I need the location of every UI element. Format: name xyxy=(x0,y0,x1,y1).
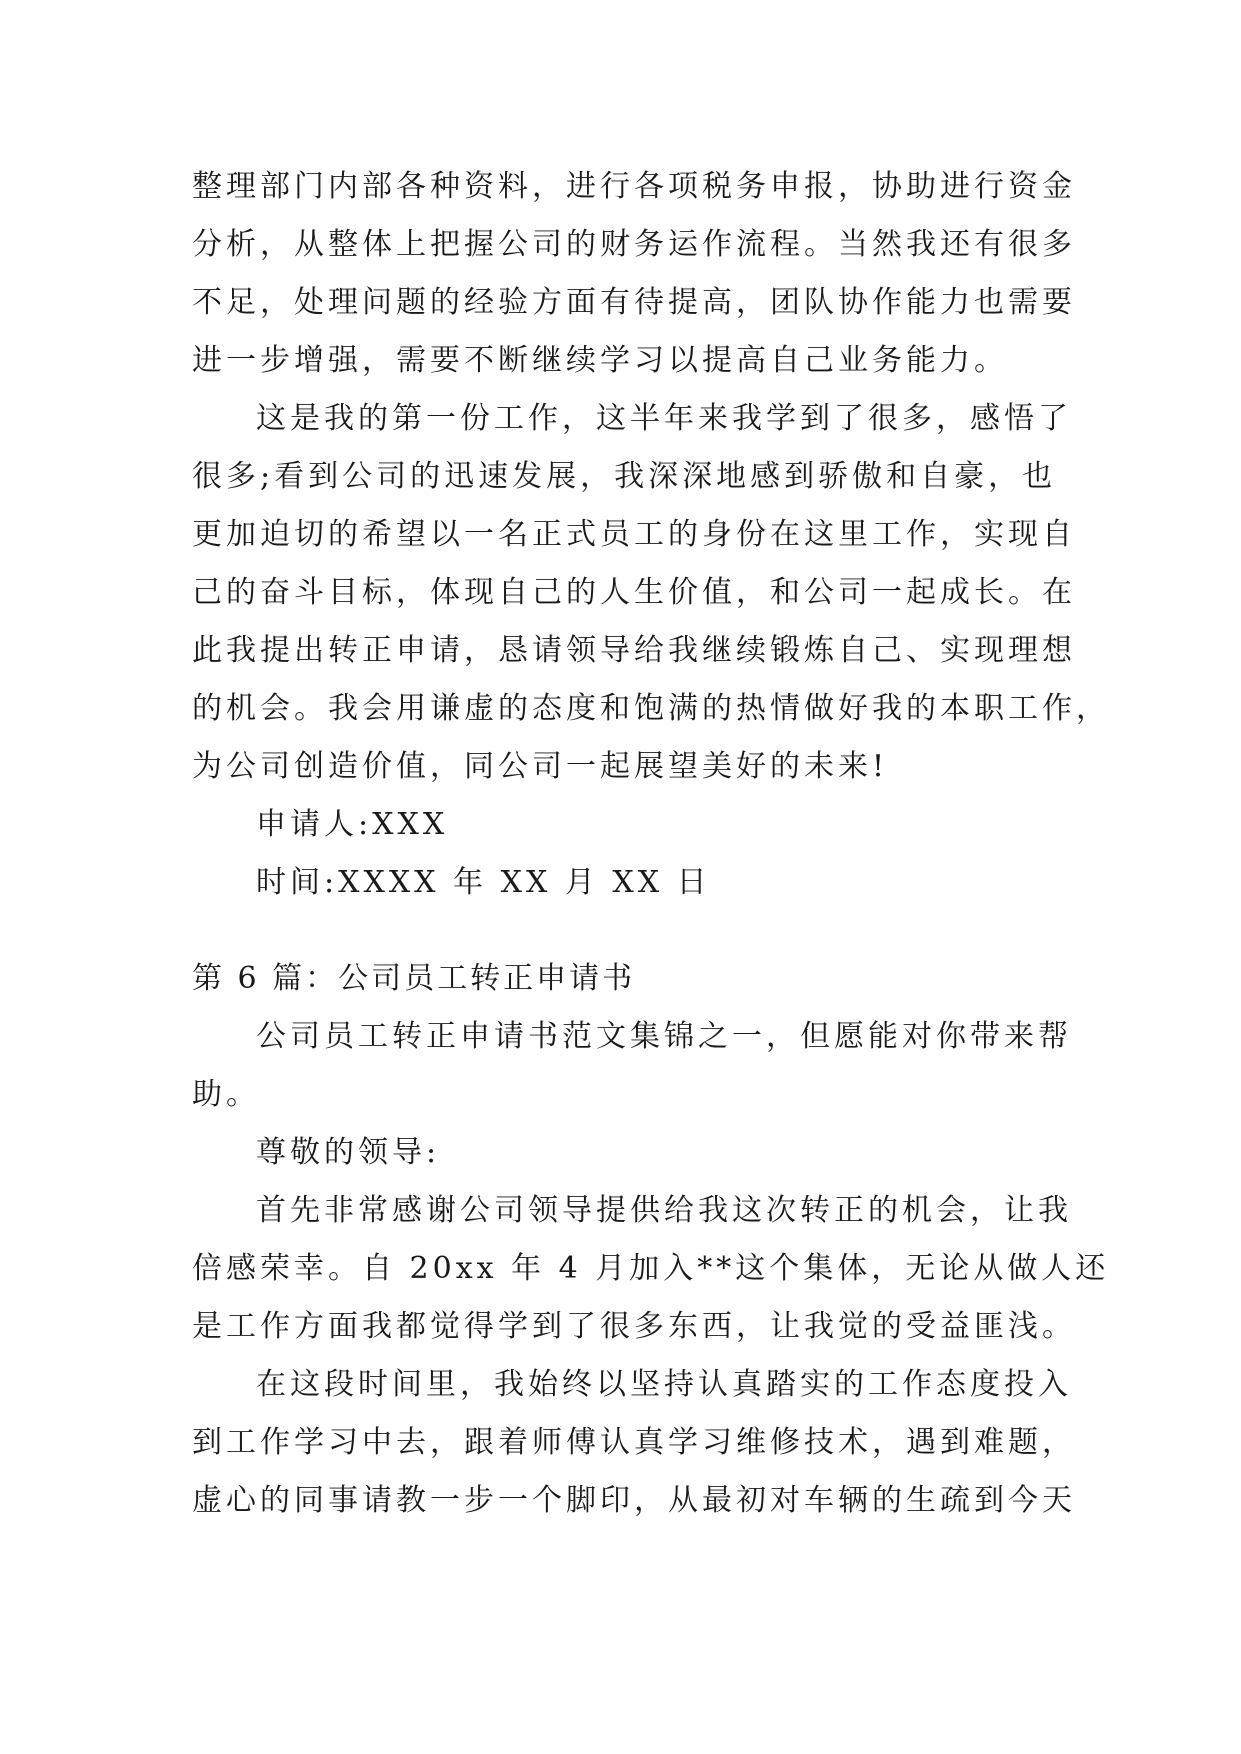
applicant-line: 申请人:XXX xyxy=(256,807,449,842)
text-line: 倍感荣幸。自 20xx 年 4 月加入**这个集体，无论从做人还 xyxy=(192,1251,1110,1286)
text-line: 为公司创造价值，同公司一起展望美好的未来! xyxy=(192,749,889,784)
section-gap xyxy=(192,912,1052,950)
salutation: 尊敬的领导: xyxy=(256,1135,441,1170)
text-line: 公司员工转正申请书范文集锦之一，但愿能对你带来帮 xyxy=(256,1019,1072,1054)
text-line: 进一步增强，需要不断继续学习以提高自己业务能力。 xyxy=(192,343,1008,378)
text-line: 到工作学习中去，跟着师傅认真学习维修技术，遇到难题， xyxy=(192,1425,1076,1460)
section-title: 第 6 篇：公司员工转正申请书 xyxy=(192,961,636,996)
text-line: 不足，处理问题的经验方面有待提高，团队协作能力也需要 xyxy=(192,285,1076,320)
date-line: 时间:XXXX 年 XX 月 XX 日 xyxy=(256,865,711,900)
paragraph-4 xyxy=(192,1356,1076,1530)
text-line: 在这段时间里，我始终以坚持认真踏实的工作态度投入 xyxy=(256,1367,1072,1402)
text-line: 是工作方面我都觉得学到了很多东西，让我觉的受益匪浅。 xyxy=(192,1309,1076,1344)
text-line: 首先非常感谢公司领导提供给我这次转正的机会，让我 xyxy=(256,1193,1072,1228)
text-line: 更加迫切的希望以一名正式员工的身份在这里工作，实现自 xyxy=(192,517,1076,552)
text-line: 很多;看到公司的迅速发展，我深深地感到骄傲和自豪，也 xyxy=(192,459,1057,494)
text-line: 虚心的同事请教一步一个脚印，从最初对车辆的生疏到今天 xyxy=(192,1483,1076,1518)
document-body xyxy=(192,158,1110,1530)
text-line: 这是我的第一份工作，这半年来我学到了很多，感悟了 xyxy=(256,401,1072,436)
text-line: 的机会。我会用谦虚的态度和饱满的热情做好我的本职工作， xyxy=(192,691,1110,726)
text-line: 整理部门内部各种资料，进行各项税务申报，协助进行资金 xyxy=(192,169,1076,204)
text-line: 助。 xyxy=(192,1077,260,1112)
paragraph-1 xyxy=(192,158,1076,390)
intro-paragraph xyxy=(192,1008,1072,1124)
text-line: 分析，从整体上把握公司的财务运作流程。当然我还有很多 xyxy=(192,227,1076,262)
paragraph-2 xyxy=(192,390,1110,796)
text-line: 此我提出转正申请，恳请领导给我继续锻炼自己、实现理想 xyxy=(192,633,1076,668)
paragraph-3 xyxy=(192,1182,1110,1356)
text-line: 己的奋斗目标，体现自己的人生价值，和公司一起成长。在 xyxy=(192,575,1076,610)
